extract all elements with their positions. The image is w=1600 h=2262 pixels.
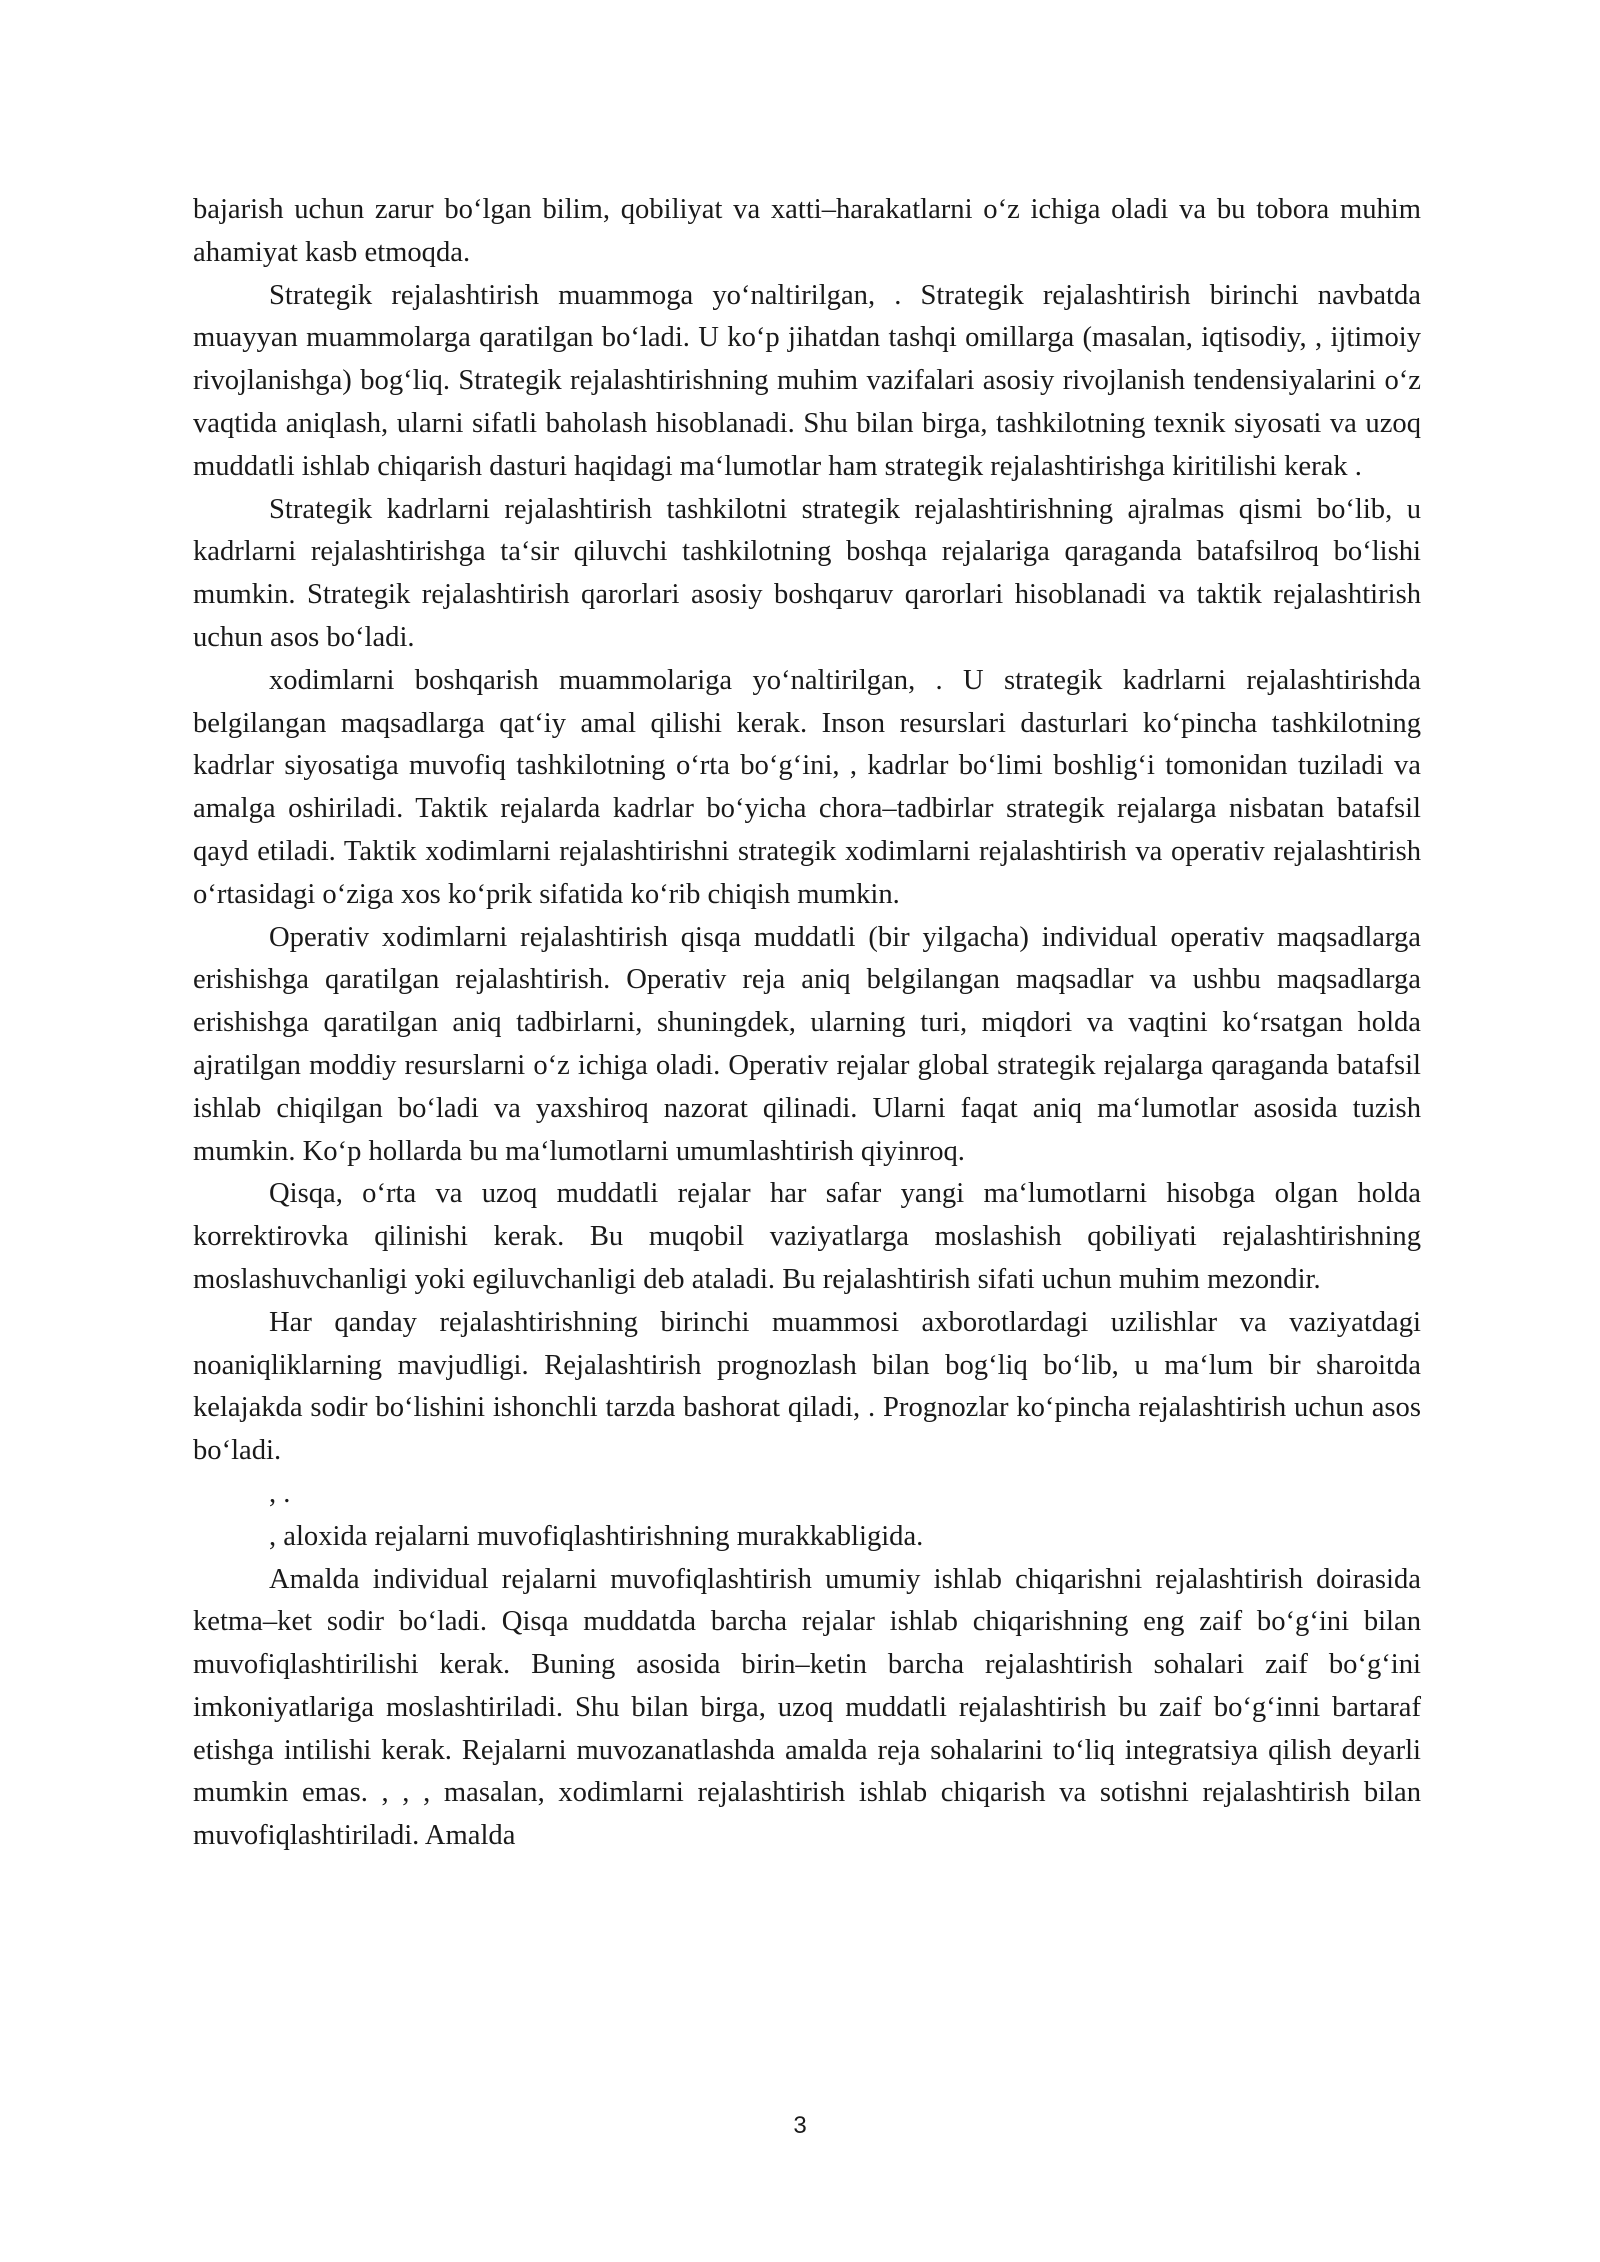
paragraph: Strategik rejalashtirish muammoga yo‘naltirilgan, . Strategik rejalashtirish birinchi navbatda muayyan muammolarga qaratilgan bo‘ladi. U ko‘p jihatdan tashqi omillarga (masalan, iqtisodiy, , ijtimoiy rivojlanishga) bog‘liq. Strategik rejalashtirishning muhim vazifalari asosiy rivojlanish tendensiyalarini o‘z vaqtida aniqlash, ularni sifatli baholash hisoblanadi. Shu bilan birga, tashkilotning texnik siyosati va uzoq muddatli ishlab chiqarish dasturi haqidagi ma‘lumotlar ham strategik rejalashtirishga kiritilishi kerak . bbox=[193, 279, 1421, 482]
body-text bbox=[193, 189, 1421, 1858]
paragraph: Har qanday rejalashtirishning birinchi muammosi axborotlardagi uzilishlar va vaziyatdagi noaniqliklarning mavjudligi. Rejalashtirish prognozlash bilan bog‘liq bo‘lib, u ma‘lum bir sharoitda kelajakda sodir bo‘lishini ishonchli tarzda bashorat qiladi, . Prognozlar ko‘pincha rejalashtirish uchun asos bo‘ladi. bbox=[193, 1306, 1421, 1467]
paragraph: xodimlarni boshqarish muammolariga yo‘naltirilgan, . U strategik kadrlarni rejalashtirishda belgilangan maqsadlarga qat‘iy amal qilishi kerak. Inson resurslari dasturlari ko‘pincha tashkilotning kadrlar siyosatiga muvofiq tashkilotning o‘rta bo‘g‘ini, , kadrlar bo‘limi boshlig‘i tomonidan tuziladi va amalga oshiriladi. Taktik rejalarda kadrlar bo‘yicha chora–tadbirlar strategik rejalarga nisbatan batafsil qayd etiladi. Taktik xodimlarni rejalashtirishni strategik xodimlarni rejalashtirish va operativ rejalashtirish o‘rtasidagi o‘ziga xos ko‘prik sifatida ko‘rib chiqish mumkin. bbox=[193, 664, 1421, 910]
paragraph: Amalda individual rejalarni muvofiqlashtirish umumiy ishlab chiqarishni rejalashtirish doirasida ketma–ket sodir bo‘ladi. Qisqa muddatda barcha rejalar ishlab chiqarishning eng zaif bo‘g‘ini bilan muvofiqlashtirilishi kerak. Buning asosida birin–ketin barcha rejalashtirish sohalari zaif bo‘g‘ini imkoniyatlariga moslashtiriladi. Shu bilan birga, uzoq muddatli rejalashtirish bu zaif bo‘g‘inni bartaraf etishga intilishi kerak. Rejalarni muvozanatlashda amalda reja sohalarini to‘liq integratsiya qilish deyarli mumkin emas. , , , masalan, xodimlarni rejalashtirish ishlab chiqarish va sotishni rejalashtirish bilan muvofiqlashtiriladi. Amalda bbox=[193, 1563, 1421, 1852]
paragraph: , . bbox=[269, 1477, 291, 1509]
paragraph-continuation: bajarish uchun zarur bo‘lgan bilim, qobiliyat va xatti–harakatlarni o‘z ichiga oladi va bu tobora muhim ahamiyat kasb etmoqda. bbox=[193, 194, 1421, 268]
paragraph: Qisqa, o‘rta va uzoq muddatli rejalar har safar yangi ma‘lumotlarni hisobga olgan holda korrektirovka qilinishi kerak. Bu muqobil vaziyatlarga moslashish qobiliyati rejalashtirishning moslashuvchanligi yoki egiluvchanligi deb ataladi. Bu rejalashtirish sifati uchun muhim mezondir. bbox=[193, 1178, 1421, 1295]
paragraph: Strategik kadrlarni rejalashtirish tashkilotni strategik rejalashtirishning ajralmas qismi bo‘lib, u kadrlarni rejalashtirishga ta‘sir qiluvchi tashkilotning boshqa rejalariga qaraganda batafsilroq bo‘lishi mumkin. Strategik rejalashtirish qarorlari asosiy boshqaruv qarorlari hisoblanadi va taktik rejalashtirish uchun asos bo‘ladi. bbox=[193, 493, 1421, 653]
paragraph: Operativ xodimlarni rejalashtirish qisqa muddatli (bir yilgacha) individual operativ maqsadlarga erishishga qaratilgan rejalashtirish. Operativ reja aniq belgilangan maqsadlar va ushbu maqsadlarga erishishga qaratilgan aniq tadbirlarni, shuningdek, ularning turi, miqdori va vaqtini ko‘rsatgan holda ajratilgan moddiy resurslarni o‘z ichiga oladi. Operativ rejalar global strategik rejalarga qaraganda batafsil ishlab chiqilgan bo‘ladi va yaxshiroq nazorat qilinadi. Ularni faqat aniq ma‘lumotlar asosida tuzish mumkin. Ko‘p hollarda bu ma‘lumotlarni umumlashtirish qiyinroq. bbox=[193, 921, 1421, 1167]
page-number: 3 bbox=[793, 2112, 807, 2139]
paragraph: , aloxida rejalarni muvofiqlashtirishning murakkabligida. bbox=[269, 1520, 924, 1552]
